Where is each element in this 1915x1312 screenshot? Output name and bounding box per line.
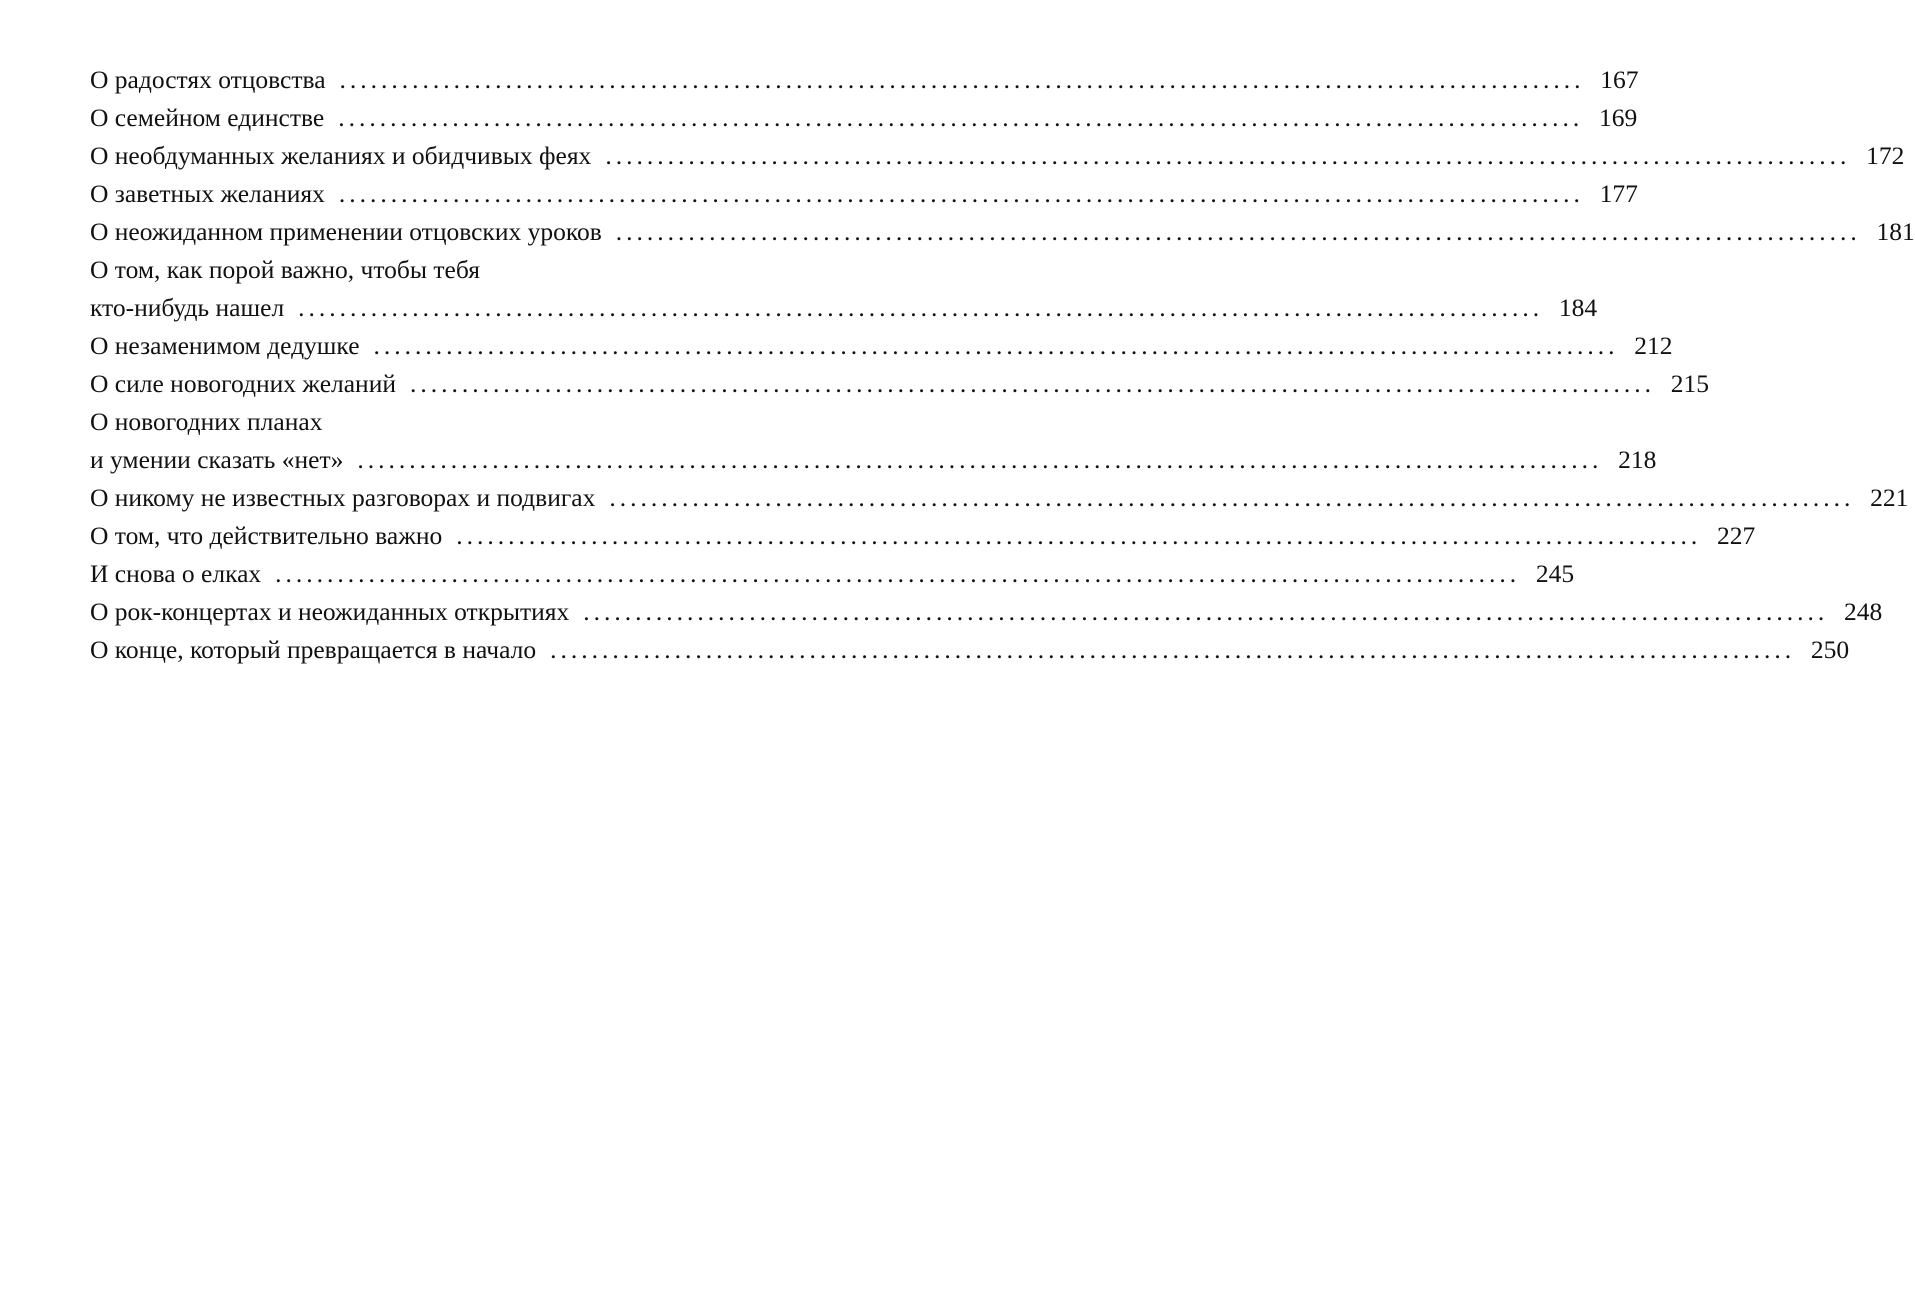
dot-leader: ........................................................................................................................ — [298, 293, 1544, 322]
dot-leader: ........................................................................................................................ — [583, 597, 1829, 626]
toc-page-number: 181 — [1876, 217, 1915, 246]
dot-leader: ........................................................................................................................ — [338, 103, 1584, 132]
table-of-contents — [90, 61, 1915, 669]
toc-entry-title: О заветных желаниях — [90, 179, 325, 208]
toc-entry-title-line: О новогодних планах — [90, 407, 323, 436]
toc-entry-title: О необдуманных желаниях и обидчивых феях — [90, 141, 592, 170]
dot-leader: ........................................................................................................................ — [373, 331, 1619, 360]
toc-entry-title: О радостях отцовства — [90, 65, 326, 94]
dot-leader: ........................................................................................................................ — [609, 483, 1855, 512]
toc-entry — [90, 61, 1639, 99]
dot-leader: ........................................................................................................................ — [456, 521, 1702, 550]
toc-entry — [90, 441, 1657, 479]
dot-leader: ........................................................................................................................ — [410, 369, 1655, 398]
toc-entry — [90, 479, 1909, 517]
toc-page-number: 169 — [1598, 103, 1638, 132]
toc-entry-title-line: О том, как порой важно, чтобы тебя — [90, 255, 480, 284]
toc-page-number: 227 — [1716, 521, 1756, 550]
dot-leader: ........................................................................................................................ — [339, 65, 1585, 94]
dot-leader: ........................................................................................................................ — [615, 217, 1861, 246]
toc-entry-title: О незаменимом дедушке — [90, 331, 360, 360]
toc-page-number: 167 — [1600, 65, 1639, 94]
toc-page-number: 177 — [1599, 179, 1638, 208]
dot-leader: ........................................................................................................................ — [275, 559, 1521, 588]
toc-entry-first-line — [90, 251, 782, 289]
toc-entry-title: О рок-концертах и неожиданных открытиях — [90, 597, 570, 626]
toc-entry-title: и умении сказать «нет» — [90, 445, 344, 474]
toc-page-number: 245 — [1535, 559, 1575, 588]
toc-entry — [90, 213, 1915, 251]
toc-entry-title: О никому не известных разговорах и подвигах — [90, 483, 596, 512]
toc-page-number: 250 — [1810, 635, 1850, 664]
toc-page-number: 248 — [1844, 597, 1883, 626]
toc-page-number: 221 — [1870, 483, 1909, 512]
toc-entry — [90, 289, 1598, 327]
toc-entry — [90, 555, 1575, 593]
toc-entry — [90, 365, 1709, 403]
toc-entry-title: О семейном единстве — [90, 103, 325, 132]
toc-entry-title: И снова о елках — [90, 559, 262, 588]
dot-leader: ........................................................................................................................ — [338, 179, 1584, 208]
toc-page-number: 215 — [1670, 369, 1709, 398]
toc-page-number: 172 — [1866, 141, 1905, 170]
toc-entry — [90, 175, 1638, 213]
toc-page-number: 218 — [1618, 445, 1657, 474]
toc-entry-title: О том, что действительно важно — [90, 521, 443, 550]
toc-entry — [90, 327, 1673, 365]
toc-entry — [90, 99, 1638, 137]
toc-page-number: 212 — [1634, 331, 1673, 360]
toc-entry-first-line — [90, 403, 782, 441]
dot-leader: ........................................................................................................................ — [357, 445, 1603, 474]
toc-entry — [90, 137, 1905, 175]
toc-entry-title: О силе новогодних желаний — [90, 369, 396, 398]
toc-entry — [90, 631, 1850, 669]
toc-entry — [90, 517, 1756, 555]
toc-entry-title: О неожиданном применении отцовских уроков — [90, 217, 602, 246]
toc-entry — [90, 593, 1883, 631]
toc-entry-title: О конце, который превращается в начало — [90, 635, 537, 664]
dot-leader: ........................................................................................................................ — [550, 635, 1796, 664]
toc-entry-title: кто-нибудь нашел — [90, 293, 285, 322]
toc-page-number: 184 — [1558, 293, 1598, 322]
dot-leader: ........................................................................................................................ — [605, 141, 1851, 170]
